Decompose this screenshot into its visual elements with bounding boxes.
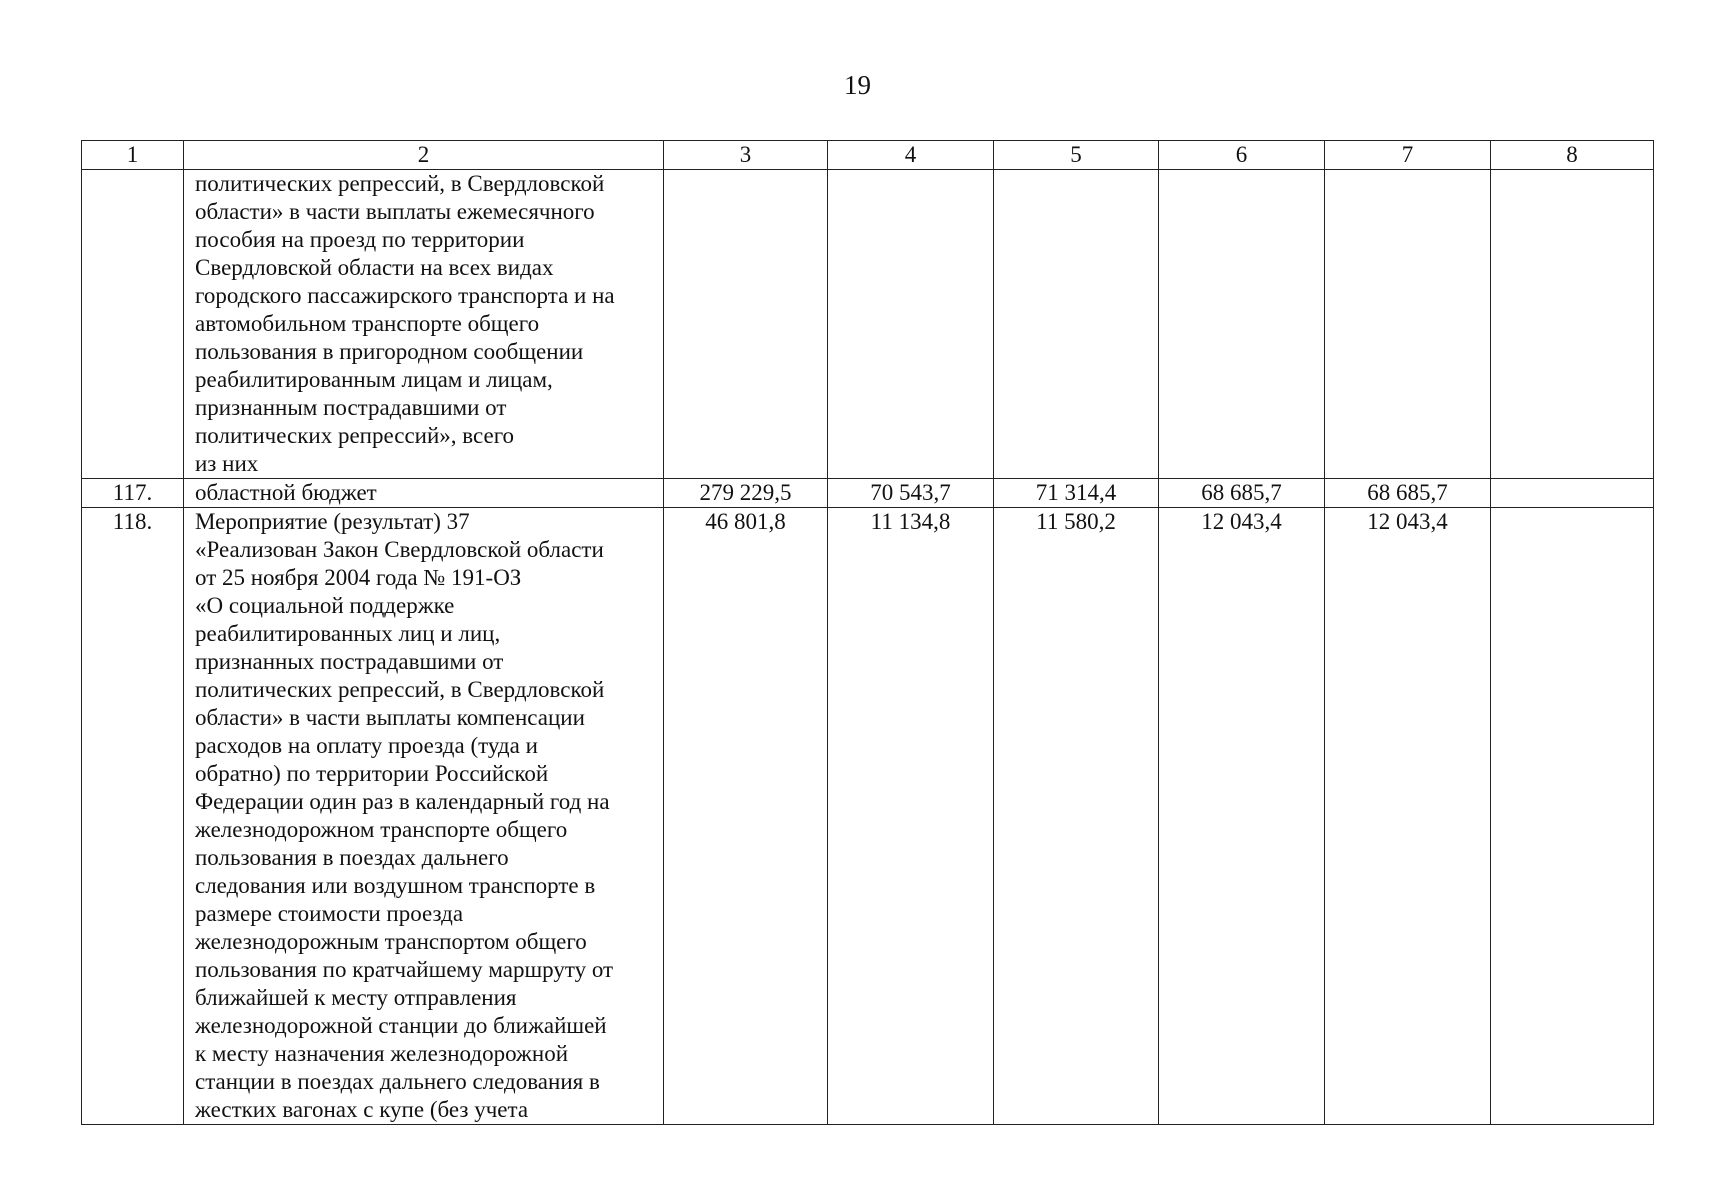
description-line: областной бюджет bbox=[195, 480, 377, 505]
description-line: пользования в пригородном сообщении bbox=[195, 339, 584, 364]
column-number-4: 4 bbox=[828, 141, 994, 170]
column-number-1: 1 bbox=[82, 141, 184, 170]
value-col-6: 68 685,7 bbox=[1159, 479, 1325, 508]
value-col-7 bbox=[1325, 170, 1491, 479]
description-line: расходов на оплату проезда (туда и bbox=[195, 733, 538, 758]
value-col-5: 71 314,4 bbox=[994, 479, 1159, 508]
description-line: железнодорожном транспорте общего bbox=[195, 817, 568, 842]
value-col-3: 46 801,8 bbox=[664, 508, 828, 1125]
description-line: следования или воздушном транспорте в bbox=[195, 873, 596, 898]
value-col-6 bbox=[1159, 170, 1325, 479]
value-col-7: 68 685,7 bbox=[1325, 479, 1491, 508]
column-number-2: 2 bbox=[184, 141, 664, 170]
value-col-3: 279 229,5 bbox=[664, 479, 828, 508]
value-col-4 bbox=[828, 170, 994, 479]
column-number-3: 3 bbox=[664, 141, 828, 170]
description-line: «О социальной поддержке bbox=[195, 593, 455, 618]
description-line: размере стоимости проезда bbox=[195, 901, 464, 926]
value-col-4: 11 134,8 bbox=[828, 508, 994, 1125]
table-row-118 bbox=[82, 508, 1654, 1125]
description-line: автомобильном транспорте общего bbox=[195, 311, 540, 336]
description-line: политических репрессий», всего bbox=[195, 423, 515, 448]
description-line: станции в поездах дальнего следования в bbox=[195, 1069, 600, 1094]
row-number: 117. bbox=[82, 479, 184, 508]
description-line: железнодорожной станции до ближайшей bbox=[195, 1013, 607, 1038]
value-col-7: 12 043,4 bbox=[1325, 508, 1491, 1125]
row-number: 118. bbox=[82, 508, 184, 1125]
column-number-7: 7 bbox=[1325, 141, 1491, 170]
value-col-8 bbox=[1491, 170, 1654, 479]
description-line: политических репрессий, в Свердловской bbox=[195, 677, 605, 702]
table-row-117 bbox=[82, 479, 1654, 508]
description-line: городского пассажирского транспорта и на bbox=[195, 283, 615, 308]
description-line: жестких вагонах с купе (без учета bbox=[195, 1097, 529, 1122]
row-description bbox=[184, 508, 664, 1125]
value-col-4: 70 543,7 bbox=[828, 479, 994, 508]
column-number-row bbox=[82, 141, 1654, 170]
value-col-6: 12 043,4 bbox=[1159, 508, 1325, 1125]
row-description bbox=[184, 170, 664, 479]
column-number-6: 6 bbox=[1159, 141, 1325, 170]
value-col-8 bbox=[1491, 508, 1654, 1125]
description-line: области» в части выплаты ежемесячного bbox=[195, 199, 595, 224]
value-col-8 bbox=[1491, 479, 1654, 508]
value-col-5: 11 580,2 bbox=[994, 508, 1159, 1125]
table-row-continued bbox=[82, 170, 1654, 479]
description-line: ближайшей к месту отправления bbox=[195, 985, 517, 1010]
description-line: пособия на проезд по территории bbox=[195, 227, 525, 252]
description-line: пользования в поездах дальнего bbox=[195, 845, 509, 870]
column-number-8: 8 bbox=[1491, 141, 1654, 170]
description-line: железнодорожным транспортом общего bbox=[195, 929, 587, 954]
description-line: реабилитированным лицам и лицам, bbox=[195, 367, 553, 392]
description-line: от 25 ноября 2004 года № 191-ОЗ bbox=[195, 565, 522, 590]
description-line: из них bbox=[195, 451, 259, 476]
description-line: пользования по кратчайшему маршруту от bbox=[195, 957, 614, 982]
row-description bbox=[184, 479, 664, 508]
page-number: 19 bbox=[844, 70, 871, 100]
column-number-5: 5 bbox=[994, 141, 1159, 170]
description-line: признанных пострадавшими от bbox=[195, 649, 504, 674]
description-line: к месту назначения железнодорожной bbox=[195, 1041, 569, 1066]
value-col-3 bbox=[664, 170, 828, 479]
description-line: области» в части выплаты компенсации bbox=[195, 705, 585, 730]
row-number bbox=[82, 170, 184, 479]
description-line: Свердловской области на всех видах bbox=[195, 255, 554, 280]
description-line: политических репрессий, в Свердловской bbox=[195, 171, 605, 196]
description-line: обратно) по территории Российской bbox=[195, 761, 549, 786]
budget-table bbox=[81, 140, 1654, 1125]
description-line: реабилитированных лиц и лиц, bbox=[195, 621, 501, 646]
value-col-5 bbox=[994, 170, 1159, 479]
description-line: «Реализован Закон Свердловской области bbox=[195, 537, 604, 562]
description-line: Мероприятие (результат) 37 bbox=[195, 509, 470, 534]
description-line: Федерации один раз в календарный год на bbox=[195, 789, 610, 814]
description-line: признанным пострадавшими от bbox=[195, 395, 507, 420]
